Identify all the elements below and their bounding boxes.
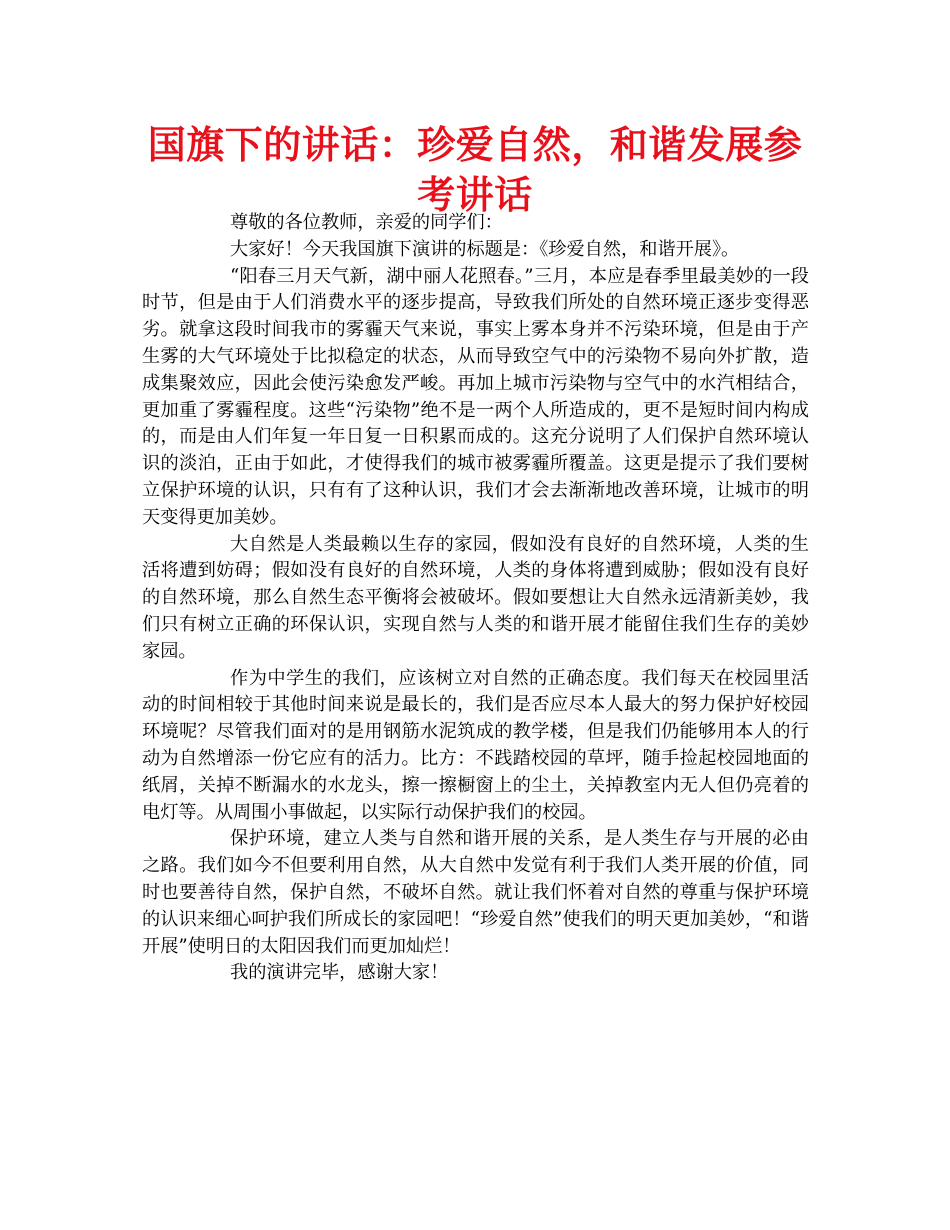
body-paragraph: 作为中学生的我们，应该树立对自然的正确态度。我们每天在校园里活动的时间相较于其他时间来说是最长的，我们是否应尽本人最大的努力保护好校园环境呢？尽管我们面对的是用钢筋水泥筑成的教学楼，但是我们仍能够用本人的行动为自然增添一份它应有的活力。比方：不践踏校园的草坪，随手捡起校园地面的纸屑，关掉不断漏水的水龙头，擦一擦橱窗上的尘土，关掉教室内无人但仍亮着的电灯等。从周围小事做起，以实际行动保护我们的校园。: [142, 667, 809, 823]
body-paragraph: 保护环境，建立人类与自然和谐开展的关系，是人类生存与开展的必由之路。我们如今不但要利用自然，从大自然中发觉有利于我们人类开展的价值，同时也要善待自然，保护自然，不破坏自然。就让我们怀着对自然的尊重与保护环境的认识来细心呵护我们所成长的家园吧！“珍爱自然”使我们的明天更加美妙，“和谐开展”使明日的太阳因我们而更加灿烂！: [142, 828, 809, 957]
body-paragraph: 大自然是人类最赖以生存的家园，假如没有良好的自然环境，人类的生活将遭到妨碍；假如没有良好的自然环境，人类的身体将遭到威胁；假如没有良好的自然环境，那么自然生态平衡将会被破坏。假如要想让大自然永远清新美妙，我们只有树立正确的环保认识，实现自然与人类的和谐开展才能留住我们生存的美妙家园。: [142, 533, 809, 662]
document-body: [142, 210, 809, 987]
body-paragraph: “阳春三月天气新，湖中丽人花照春。”三月，本应是春季里最美妙的一段时节，但是由于人们消费水平的逐步提高，导致我们所处的自然环境正逐步变得恶劣。就拿这段时间我市的雾霾天气来说，事实上雾本身并不污染环境，但是由于产生雾的大气环境处于比拟稳定的状态，从而导致空气中的污染物不易向外扩散，造成集聚效应，因此会使污染愈发严峻。再加上城市污染物与空气中的水汽相结合，更加重了雾霾程度。这些“污染物”绝不是一两个人所造成的，更不是短时间内构成的，而是由人们年复一年日复一日积累而成的。这充分说明了人们保护自然环境认识的淡泊，正由于如此，才使得我们的城市被雾霾所覆盖。这更是提示了我们要树立保护环境的认识，只有有了这种认识，我们才会去渐渐地改善环境，让城市的明天变得更加美妙。: [142, 265, 809, 528]
document-title: 国旗下的讲话：珍爱自然，和谐发展参考讲话: [147, 123, 803, 217]
salutation-paragraph: 尊敬的各位教师，亲爱的同学们：: [230, 212, 503, 233]
greeting-paragraph: 大家好！今天我国旗下演讲的标题是：《珍爱自然，和谐开展》。: [230, 238, 740, 260]
closing-paragraph: 我的演讲完毕，感谢大家！: [230, 962, 449, 984]
